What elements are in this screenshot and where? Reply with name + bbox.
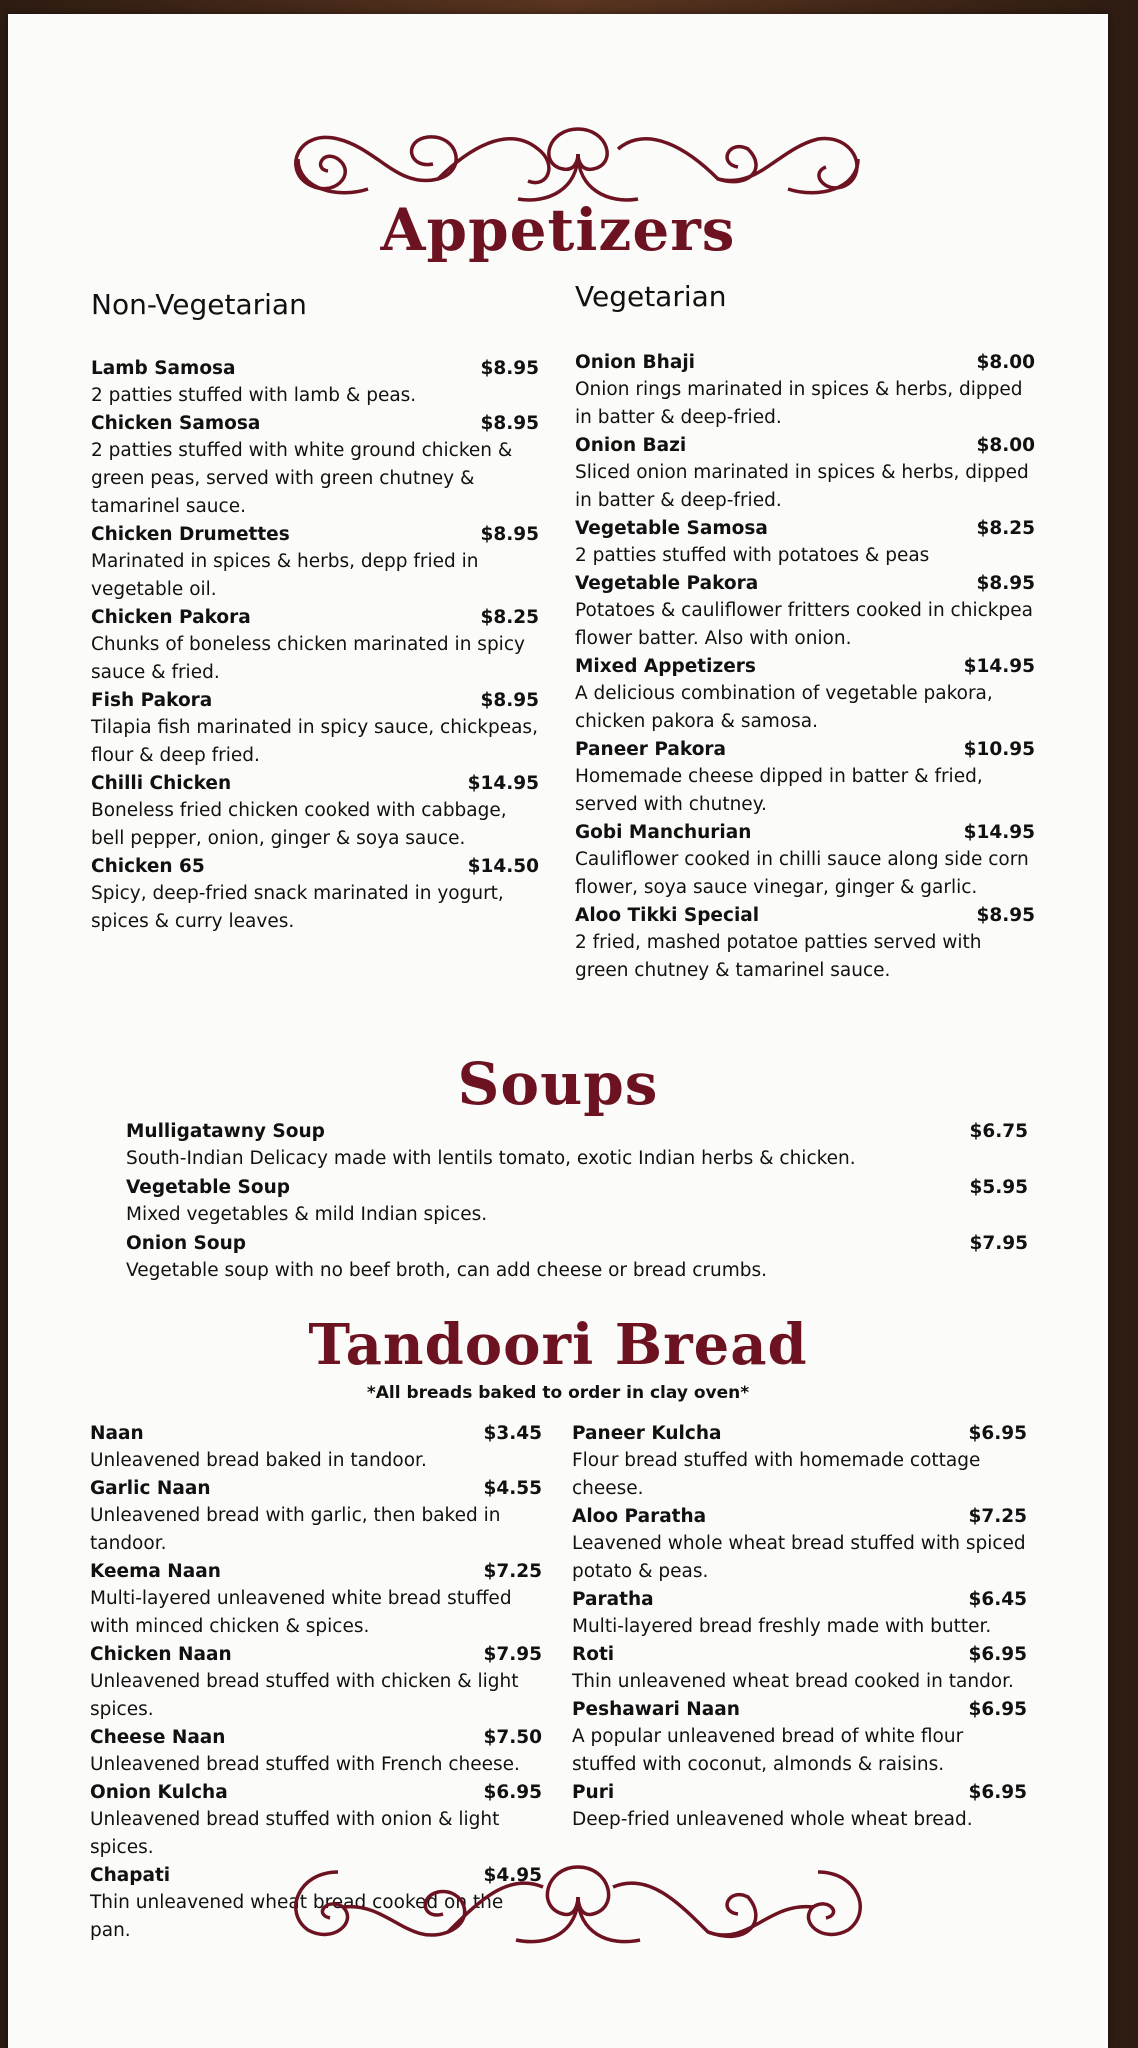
menu-item bbox=[126, 1118, 1028, 1173]
item-description: Thin unleavened wheat bread cooked on the pan. bbox=[90, 1892, 504, 1941]
item-name: Keema Naan bbox=[90, 1561, 221, 1582]
menu-item bbox=[91, 355, 539, 410]
item-price: $8.95 bbox=[480, 524, 539, 545]
item-description: South-Indian Delicacy made with lentils tomato, exotic Indian herbs & chicken. bbox=[126, 1148, 856, 1169]
item-description: Mixed vegetables & mild Indian spices. bbox=[126, 1204, 488, 1225]
item-description: Unleavened bread baked in tandoor. bbox=[90, 1450, 427, 1471]
non-vegetarian-column bbox=[91, 288, 539, 936]
item-name: Onion Kulcha bbox=[90, 1782, 228, 1803]
menu-item bbox=[575, 515, 1035, 570]
menu-item bbox=[572, 1586, 1027, 1641]
item-description: Potatoes & cauliflower fritters cooked in chickpea flower batter. Also with onion. bbox=[575, 600, 1033, 649]
menu-item bbox=[572, 1779, 1027, 1834]
item-name: Paneer Pakora bbox=[575, 739, 727, 760]
item-description: 2 patties stuffed with potatoes & peas bbox=[575, 545, 930, 566]
bread-right-column bbox=[572, 1420, 1027, 1834]
item-name: Peshawari Naan bbox=[572, 1699, 740, 1720]
item-price: $3.45 bbox=[483, 1423, 542, 1444]
menu-item bbox=[90, 1420, 542, 1475]
menu-item bbox=[572, 1696, 1027, 1779]
menu-item bbox=[90, 1475, 542, 1558]
item-price: $8.25 bbox=[480, 607, 539, 628]
menu-item bbox=[91, 770, 539, 853]
non-vegetarian-heading: Non-Vegetarian bbox=[91, 288, 307, 321]
item-price: $14.95 bbox=[963, 656, 1035, 677]
item-name: Onion Bhaji bbox=[575, 352, 695, 373]
item-name: Chicken Naan bbox=[90, 1644, 232, 1665]
item-description: A delicious combination of vegetable pakora, chicken pakora & samosa. bbox=[575, 683, 993, 732]
menu-item bbox=[575, 432, 1035, 515]
menu-item bbox=[572, 1503, 1027, 1586]
item-description: Thin unleavened wheat bread cooked in tandor. bbox=[572, 1671, 1014, 1692]
menu-item bbox=[90, 1641, 542, 1724]
item-name: Lamb Samosa bbox=[91, 358, 236, 379]
item-price: $8.95 bbox=[976, 573, 1035, 594]
item-description: Multi-layered unleavened white bread stuffed with minced chicken & spices. bbox=[90, 1588, 512, 1637]
item-name: Onion Soup bbox=[126, 1233, 247, 1254]
item-price: $6.75 bbox=[969, 1121, 1028, 1142]
item-name: Roti bbox=[572, 1644, 615, 1665]
menu-item bbox=[572, 1641, 1027, 1696]
item-name: Aloo Paratha bbox=[572, 1506, 707, 1527]
item-price: $8.95 bbox=[480, 690, 539, 711]
item-description: Multi-layered bread freshly made with butter. bbox=[572, 1616, 992, 1637]
menu-item bbox=[91, 521, 539, 604]
menu-item bbox=[575, 736, 1035, 819]
menu-item bbox=[575, 570, 1035, 653]
item-name: Aloo Tikki Special bbox=[575, 905, 760, 926]
item-description: Boneless fried chicken cooked with cabbage, bell pepper, onion, ginger & soya sauce. bbox=[91, 800, 507, 849]
item-price: $8.95 bbox=[480, 413, 539, 434]
item-description: Spicy, deep-fried snack marinated in yogurt, spices & curry leaves. bbox=[91, 883, 504, 932]
menu-item bbox=[91, 410, 539, 521]
item-name: Chicken Pakora bbox=[91, 607, 251, 628]
item-name: Chicken Samosa bbox=[91, 413, 261, 434]
item-name: Chicken 65 bbox=[91, 856, 205, 877]
menu-item bbox=[91, 853, 539, 936]
menu-item bbox=[575, 902, 1035, 985]
bottom-flourish-ornament bbox=[278, 1852, 878, 1952]
soups-list bbox=[126, 1118, 1028, 1286]
item-price: $8.95 bbox=[976, 905, 1035, 926]
item-price: $8.00 bbox=[976, 435, 1035, 456]
menu-item bbox=[575, 349, 1035, 432]
menu-page bbox=[8, 14, 1108, 2048]
item-name: Garlic Naan bbox=[90, 1478, 211, 1499]
menu-item bbox=[91, 687, 539, 770]
item-description: Flour bread stuffed with homemade cottage cheese. bbox=[572, 1450, 981, 1499]
item-name: Mulligatawny Soup bbox=[126, 1121, 325, 1142]
item-name: Puri bbox=[572, 1782, 615, 1803]
tandoori-bread-title: Tandoori Bread bbox=[308, 1312, 808, 1378]
item-price: $8.95 bbox=[480, 358, 539, 379]
appetizers-title: Appetizers bbox=[380, 196, 736, 264]
item-name: Vegetable Soup bbox=[126, 1177, 290, 1198]
bread-note: *All breads baked to order in clay oven* bbox=[366, 1383, 750, 1403]
item-description: Unleavened bread stuffed with chicken & light spices. bbox=[90, 1671, 519, 1720]
item-description: Leavened whole wheat bread stuffed with spiced potato & peas. bbox=[572, 1533, 1026, 1582]
item-name: Gobi Manchurian bbox=[575, 822, 752, 843]
item-description: Vegetable soup with no beef broth, can add cheese or bread crumbs. bbox=[126, 1260, 767, 1281]
menu-item bbox=[126, 1230, 1028, 1285]
item-price: $7.95 bbox=[969, 1233, 1028, 1254]
menu-item bbox=[90, 1724, 542, 1779]
item-price: $7.95 bbox=[483, 1644, 542, 1665]
top-flourish-ornament bbox=[278, 109, 878, 209]
item-name: Chilli Chicken bbox=[91, 773, 232, 794]
item-name: Cheese Naan bbox=[90, 1727, 226, 1748]
item-description: Marinated in spices & herbs, depp fried in vegetable oil. bbox=[91, 551, 479, 600]
item-price: $6.95 bbox=[483, 1782, 542, 1803]
menu-item bbox=[572, 1420, 1027, 1503]
item-description: Homemade cheese dipped in batter & fried, served with chutney. bbox=[575, 766, 983, 815]
item-description: Unleavened bread stuffed with French cheese. bbox=[90, 1754, 520, 1775]
item-price: $10.95 bbox=[963, 739, 1035, 760]
item-price: $8.25 bbox=[976, 518, 1035, 539]
soups-title: Soups bbox=[457, 1050, 659, 1118]
item-name: Fish Pakora bbox=[91, 690, 213, 711]
item-price: $6.95 bbox=[968, 1699, 1027, 1720]
menu-item bbox=[91, 604, 539, 687]
item-price: $14.95 bbox=[963, 822, 1035, 843]
item-description: Unleavened bread stuffed with onion & light spices. bbox=[90, 1809, 500, 1858]
menu-item bbox=[90, 1558, 542, 1641]
menu-item bbox=[90, 1779, 542, 1862]
item-price: $5.95 bbox=[969, 1177, 1028, 1198]
item-price: $6.95 bbox=[968, 1423, 1027, 1444]
item-price: $14.95 bbox=[467, 773, 539, 794]
item-description: Cauliflower cooked in chilli sauce along side corn flower, soya sauce vinegar, ginger & garlic. bbox=[575, 849, 1029, 898]
item-name: Onion Bazi bbox=[575, 435, 687, 456]
item-name: Paneer Kulcha bbox=[572, 1423, 722, 1444]
item-description: Unleavened bread with garlic, then baked in tandoor. bbox=[90, 1505, 501, 1554]
item-name: Naan bbox=[90, 1423, 144, 1444]
item-price: $4.95 bbox=[483, 1865, 542, 1886]
item-price: $6.45 bbox=[968, 1589, 1027, 1610]
item-description: 2 patties stuffed with white ground chicken & green peas, served with green chutney & tamarinel sauce. bbox=[91, 440, 513, 517]
item-name: Vegetable Pakora bbox=[575, 573, 759, 594]
item-name: Chicken Drumettes bbox=[91, 524, 290, 545]
item-price: $7.25 bbox=[968, 1506, 1027, 1527]
item-name: Paratha bbox=[572, 1589, 654, 1610]
item-price: $7.25 bbox=[483, 1561, 542, 1582]
item-description: Deep-fried unleavened whole wheat bread. bbox=[572, 1809, 973, 1830]
item-name: Mixed Appetizers bbox=[575, 656, 756, 677]
vegetarian-column bbox=[575, 280, 1035, 985]
item-description: Chunks of boneless chicken marinated in spicy sauce & fried. bbox=[91, 634, 525, 683]
item-description: Onion rings marinated in spices & herbs, dipped in batter & deep-fried. bbox=[575, 379, 1023, 428]
item-description: 2 patties stuffed with lamb & peas. bbox=[91, 385, 417, 406]
item-name: Chapati bbox=[90, 1865, 171, 1886]
item-price: $6.95 bbox=[968, 1644, 1027, 1665]
item-price: $8.00 bbox=[976, 352, 1035, 373]
item-description: Tilapia fish marinated in spicy sauce, chickpeas, flour & deep fried. bbox=[91, 717, 538, 766]
vegetarian-heading: Vegetarian bbox=[575, 280, 727, 313]
item-description: Sliced onion marinated in spices & herbs, dipped in batter & deep-fried. bbox=[575, 462, 1029, 511]
menu-item bbox=[126, 1174, 1028, 1229]
item-name: Vegetable Samosa bbox=[575, 518, 768, 539]
item-description: A popular unleavened bread of white flour stuffed with coconut, almonds & raisins. bbox=[572, 1726, 964, 1775]
item-price: $14.50 bbox=[467, 856, 539, 877]
item-description: 2 fried, mashed potatoe patties served with green chutney & tamarinel sauce. bbox=[575, 932, 982, 981]
item-price: $6.95 bbox=[968, 1782, 1027, 1803]
menu-item bbox=[575, 653, 1035, 736]
item-price: $7.50 bbox=[483, 1727, 542, 1748]
menu-item bbox=[575, 819, 1035, 902]
item-price: $4.55 bbox=[483, 1478, 542, 1499]
